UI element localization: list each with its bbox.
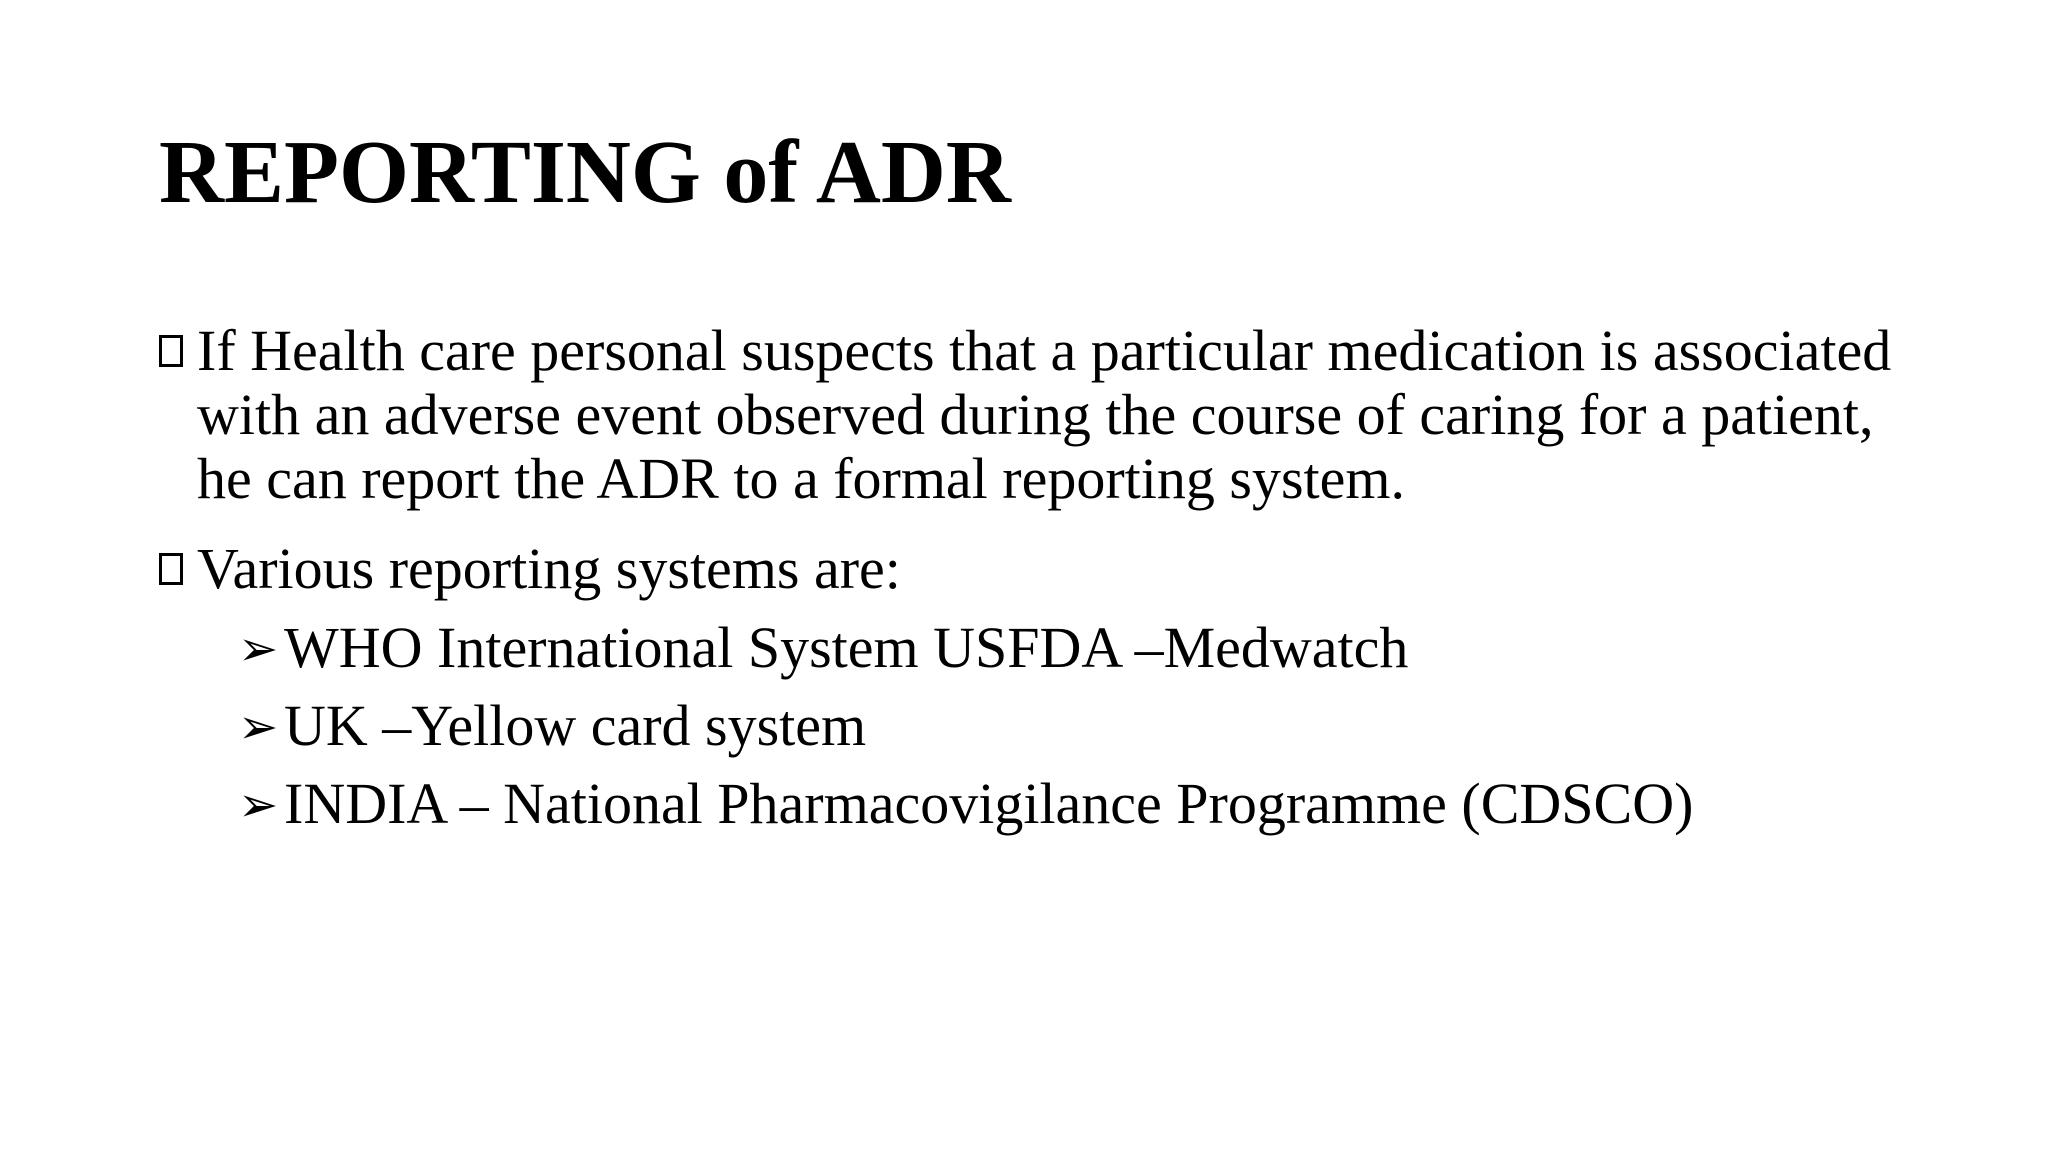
bullet-item: [159, 537, 1919, 601]
slide-title: REPORTING of ADR: [159, 123, 1011, 222]
list-item: [238, 766, 1938, 844]
bullet-item: [159, 319, 1919, 511]
arrowhead-right-icon: ➢: [238, 701, 279, 754]
bullet-text: Various reporting systems are:: [197, 536, 901, 601]
arrowhead-right-icon: ➢: [238, 623, 279, 676]
list-item: [238, 610, 1938, 688]
checkbox-square-icon: [159, 553, 189, 591]
checkbox-square-icon: [159, 335, 189, 373]
reporting-systems-list: [238, 610, 1938, 844]
list-item-text: INDIA – National Pharmacovigilance Programme (CDSCO): [284, 771, 1694, 836]
list-item: [238, 688, 1938, 766]
bullet-text: If Health care personal suspects that a particular medication is associated with an adverse event observed during the course of caring for a patient, he can report the ADR to a formal reporting system.: [197, 318, 1892, 511]
arrowhead-right-icon: ➢: [238, 779, 279, 832]
list-item-text: WHO International System USFDA –Medwatch: [284, 615, 1409, 680]
list-item-text: UK –Yellow card system: [284, 693, 867, 758]
